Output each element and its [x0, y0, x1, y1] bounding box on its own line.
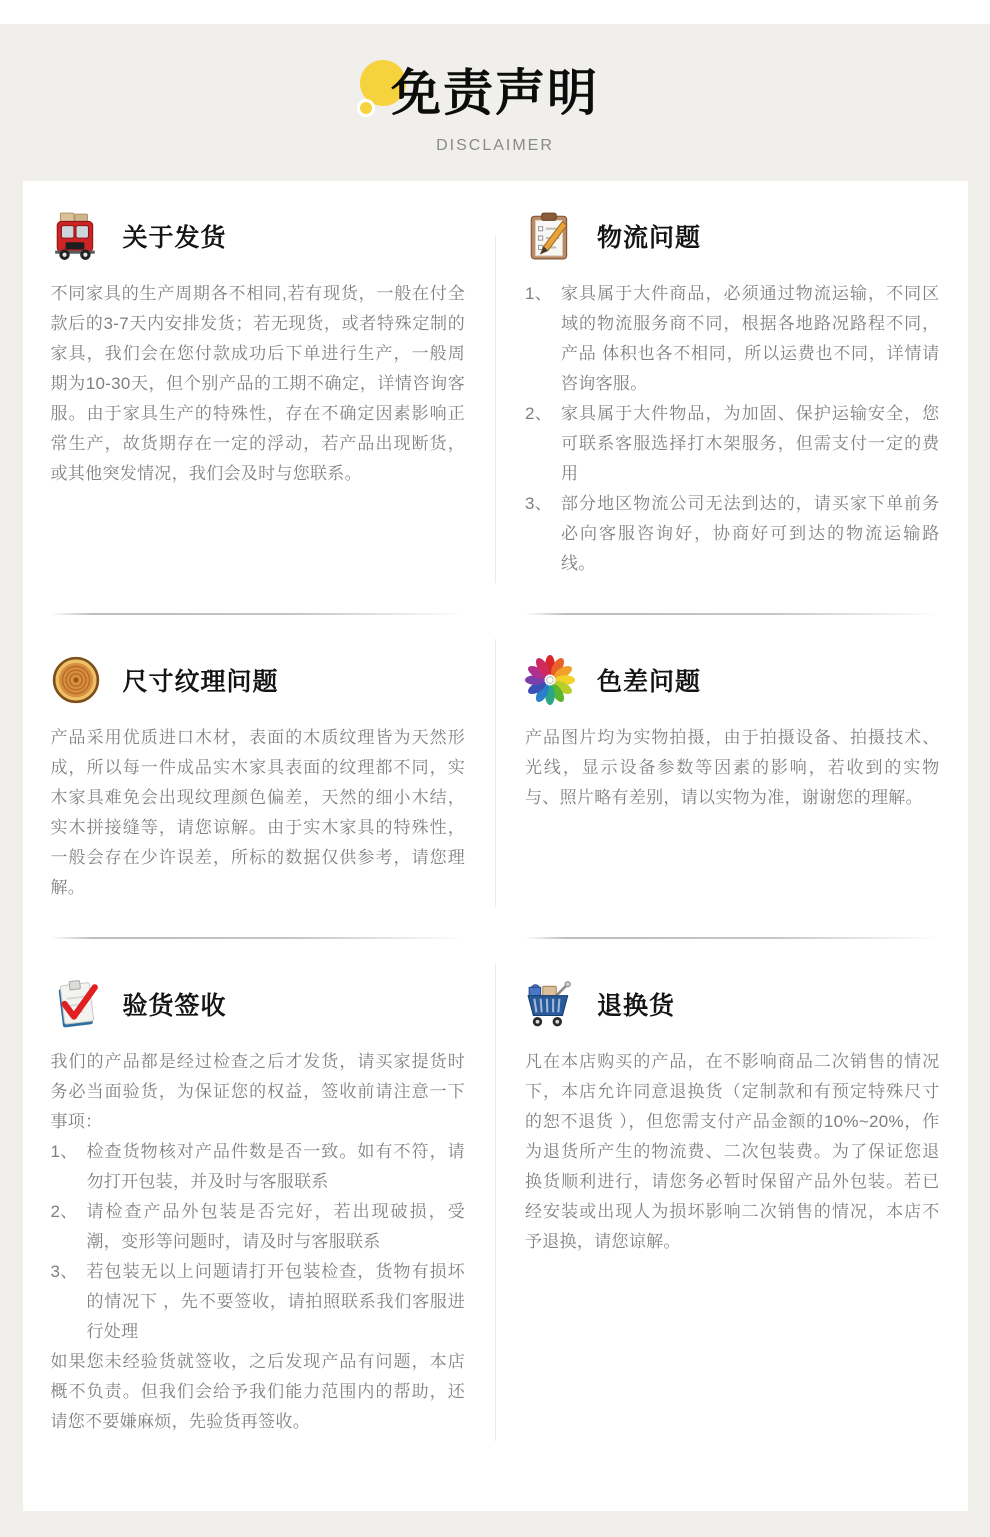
page-subtitle: DISCLAIMER: [436, 137, 554, 154]
list-item-text: 检查货物核对产品件数是否一致。如有不符，请勿打开包装，并及时与客服联系: [86, 1142, 465, 1191]
numbered-list: [525, 279, 940, 579]
section-title: 关于发货: [122, 224, 227, 252]
section-body: [525, 1047, 940, 1257]
list-item-text: 家具属于大件物品，为加固、保护运输安全，您可联系客服选择打木架服务，但需支付一定的费用: [561, 404, 940, 483]
list-item-number: 3、: [50, 1262, 78, 1281]
page-background: [0, 24, 990, 1537]
list-item: [51, 1137, 466, 1197]
section-header: [51, 655, 466, 705]
section-header: [525, 979, 940, 1029]
section-title: 退换货: [597, 992, 676, 1020]
numbered-list: [51, 1137, 466, 1347]
section-body: [51, 723, 466, 903]
page-title: 免责声明: [391, 65, 599, 121]
section-body: [525, 723, 940, 813]
card-row: [51, 211, 940, 613]
section-texture: [51, 655, 466, 903]
list-item-number: 1、: [50, 1142, 78, 1161]
section-logistics: [525, 211, 940, 579]
section-title: 色差问题: [597, 668, 702, 696]
section-paragraph: 如果您未经验货就签收，之后发现产品有问题，本店概不负责。但我们会给予我们能力范围内的帮助，还请您不要嫌麻烦，先验货再签收。: [50, 1352, 465, 1431]
list-item-text: 若包装无以上问题请打开包装检查，货物有损坏的情况下 ，先不要签收，请拍照联系我们客服进行处理: [86, 1262, 465, 1341]
section-body: [51, 279, 466, 489]
section-paragraph: 不同家具的生产周期各不相同,若有现货，一般在付全款后的3-7天内安排发货；若无现货，或者特殊定制的家具，我们会在您付款成功后下单进行生产，一般周期为10-30天，但个别产品的工期不确定，详情咨询客服。由于家具生产的特殊性，存在不确定因素影响正常生产，故货期存在一定的浮动，若产品出现断货，或其他突发情况，我们会及时与您联系。: [50, 284, 465, 483]
section-header: [51, 211, 466, 261]
list-item: [525, 399, 940, 489]
section-body: [51, 1047, 466, 1437]
section-title: 验货签收: [122, 992, 227, 1020]
cart-icon: [525, 979, 575, 1029]
truck-icon: [51, 211, 101, 261]
list-item: [525, 279, 940, 399]
section-returns: [525, 979, 940, 1437]
disclaimer-card: [23, 181, 968, 1511]
section-title: 物流问题: [597, 224, 702, 252]
list-item-text: 家具属于大件商品，必须通过物流运输，不同区域的物流服务商不同，根据各地路况路程不同，产品 体积也各不相同，所以运费也不同，详情请咨询客服。: [561, 284, 940, 393]
list-item-text: 请检查产品外包装是否完好，若出现破损，受潮，变形等问题时，请及时与客服联系: [86, 1202, 465, 1251]
list-item-text: 部分地区物流公司无法到达的，请买家下单前务必向客服咨询好，协商好可到达的物流运输路线。: [561, 494, 940, 573]
section-shipping: [51, 211, 466, 579]
section-paragraph: 产品图片均为实物拍摄，由于拍摄设备、拍摄技术、光线，显示设备参数等因素的影响，若收到的实物与、照片略有差别，请以实物为准，谢谢您的理解。: [525, 728, 940, 807]
list-item-number: 3、: [525, 494, 553, 513]
list-item: [51, 1197, 466, 1257]
card-row: [51, 615, 940, 937]
section-paragraph: 产品采用优质进口木材，表面的木质纹理皆为天然形成，所以每一件成品实木家具表面的纹理都不同，实木家具难免会出现纹理颜色偏差，天然的细小木结，实木拼接缝等，请您谅解。由于实木家具的特殊性，一般会存在少许误差，所标的数据仅供参考，请您理解。: [50, 728, 465, 897]
list-item: [51, 1257, 466, 1347]
list-item: [525, 489, 940, 579]
yellow-dot-decoration: [357, 99, 375, 117]
section-header: [525, 211, 940, 261]
list-item-number: 2、: [525, 404, 553, 423]
section-inspection: [51, 979, 466, 1437]
section-header: [51, 979, 466, 1029]
wood-log-icon: [51, 655, 101, 705]
list-item-number: 1、: [525, 284, 553, 303]
section-paragraph: 我们的产品都是经过检查之后才发货，请买家提货时务必当面验货，为保证您的权益，签收前请注意一下事项：: [50, 1052, 465, 1131]
inspection-check-icon: [51, 979, 101, 1029]
color-wheel-icon: [525, 655, 575, 705]
card-row: [51, 939, 940, 1471]
list-item-number: 2、: [50, 1202, 78, 1221]
section-color-difference: [525, 655, 940, 903]
section-paragraph: 凡在本店购买的产品，在不影响商品二次销售的情况下，本店允许同意退换货（定制款和有预定特殊尺寸的恕不退货 ），但您需支付产品金额的10%~20%，作为退货所产生的物流费、二次包装费。为了保证您退换货顺利进行，请您务必暂时保留产品外包装。若已经安装或出现人为损坏影响二次销售的情况，本店不予退换，请您谅解。: [525, 1052, 940, 1251]
page-header: [0, 24, 990, 155]
section-title: 尺寸纹理问题: [122, 668, 279, 696]
section-header: [525, 655, 940, 705]
section-body: [525, 279, 940, 579]
clipboard-icon: [525, 211, 575, 261]
